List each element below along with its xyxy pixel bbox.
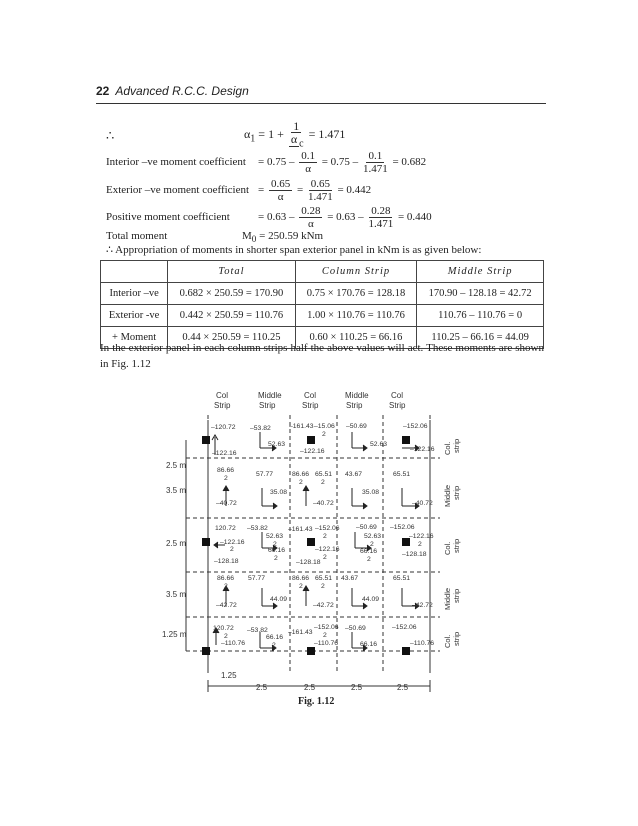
book-title: Advanced R.C.C. Design: [115, 84, 249, 98]
strip-label: Col.: [443, 541, 452, 555]
value-label: 86.66: [292, 575, 310, 582]
value-label: –110.76: [314, 640, 339, 647]
strip-label: strip: [452, 631, 461, 646]
value-label: –152.06: [403, 423, 428, 430]
value-label: 2: [224, 583, 228, 590]
interior-coefficient-equation: = 0.75 – $\frac{0.1}{\alpha}$ = 0.75 – $\frac{0.1}{1.471}$ = 0.682: [258, 150, 427, 175]
value-label: 2: [370, 541, 374, 548]
value-label: 2: [321, 479, 325, 486]
right-strip-labels: [443, 439, 461, 648]
value-label: –152.06: [314, 624, 339, 631]
value-label: –42.72: [412, 602, 433, 609]
value-label: –122.16: [220, 539, 245, 546]
table-cell: 0.60 × 110.25 = 66.16: [295, 327, 417, 349]
appropriation-text: ∴ Appropriation of moments in shorter span exterior panel in kNm is as given below:: [106, 244, 482, 256]
value-label: –110.76: [410, 640, 435, 647]
table-cell: 0.75 × 170.76 = 128.18: [295, 283, 417, 305]
value-label: 2: [299, 583, 303, 590]
value-label: 66.16: [360, 641, 378, 648]
value-label: 66.16: [266, 634, 284, 641]
value-label: –42.72: [313, 602, 334, 609]
value-label: –42.72: [216, 602, 237, 609]
column-square: [307, 436, 315, 444]
value-label: –53.82: [247, 525, 268, 532]
exterior-coefficient-label: Exterior –ve moment coefficient: [106, 184, 250, 196]
dimension-label: 2.5: [304, 683, 316, 692]
value-label: 52.63: [370, 441, 388, 448]
value-label: 2: [224, 633, 228, 640]
value-label: –128.18: [402, 551, 427, 558]
table-cell: 0.682 × 250.59 = 170.90: [168, 283, 295, 305]
column-square: [202, 538, 210, 546]
value-label: 65.51: [393, 575, 411, 582]
value-label: 2: [224, 475, 228, 482]
strip-label: strip: [452, 485, 461, 500]
value-label: 2: [323, 533, 327, 540]
table-cell: 1.00 × 110.76 = 110.76: [295, 305, 417, 327]
dimension-label: 2.5: [397, 683, 409, 692]
value-label: 35.08: [270, 489, 288, 496]
value-label: 57.77: [256, 471, 274, 478]
value-label: –122.16: [212, 450, 237, 457]
strip-label: Middle: [443, 587, 452, 610]
column-square: [307, 647, 315, 655]
table-cell: 110.25 – 66.16 = 44.09: [417, 327, 544, 349]
value-label: 2: [323, 632, 327, 639]
value-label: –110.76: [221, 640, 246, 647]
value-label: –122.16: [300, 448, 325, 455]
value-label: 44.09: [270, 596, 288, 603]
value-label: –161.43: [288, 629, 313, 636]
col-header: Col: [391, 391, 404, 400]
value-label: –53.82: [250, 425, 271, 432]
value-label: 35.08: [362, 489, 380, 496]
table-header: Column Strip: [295, 261, 417, 283]
value-label: 52.63: [364, 533, 382, 540]
value-label: 66.16: [268, 547, 286, 554]
value-label: 86.66: [292, 471, 310, 478]
col-header: Strip: [214, 401, 231, 410]
table-cell: 170.90 – 128.18 = 42.72: [417, 283, 544, 305]
value-label: –40.72: [412, 500, 433, 507]
value-label: 2: [273, 541, 277, 548]
value-label: –120.72: [211, 424, 236, 431]
value-label: 43.67: [341, 575, 359, 582]
row-label: 2.5 m: [166, 539, 187, 548]
strip-label: Col.: [443, 634, 452, 648]
total-moment-value: $M_0 = 250.59$ kNm: [242, 230, 324, 245]
value-label: –122.16: [409, 533, 434, 540]
strip-label: Col.: [443, 441, 452, 455]
col-header: Middle: [345, 391, 369, 400]
value-label: –50.69: [345, 625, 366, 632]
value-label: 86.66: [217, 467, 235, 474]
value-label: 120.72: [215, 525, 236, 532]
value-label: 57.77: [248, 575, 266, 582]
value-label: 44.09: [362, 596, 380, 603]
strip-label: strip: [452, 438, 461, 453]
value-label: –40.72: [313, 500, 334, 507]
value-label: –50.69: [356, 524, 377, 531]
table-cell: 110.76 – 110.76 = 0: [417, 305, 544, 327]
moment-values: [211, 423, 435, 649]
col-header: Strip: [302, 401, 319, 410]
strip-label: strip: [452, 588, 461, 603]
col-header: Strip: [389, 401, 406, 410]
value-label: 2: [323, 554, 327, 561]
value-label: –128.18: [214, 558, 239, 565]
strip-label: Middle: [443, 484, 452, 507]
value-label: 65.51: [315, 471, 333, 478]
dimension-label: 1.25: [221, 671, 237, 680]
value-label: 43.67: [345, 471, 363, 478]
row-label: 1.25 m: [162, 630, 187, 639]
value-label: –15.06: [314, 423, 335, 430]
value-label: –152.06: [315, 525, 340, 532]
value-label: –40.72: [216, 500, 237, 507]
row-label: 3.5 m: [166, 590, 187, 599]
value-label: –53.82: [247, 627, 268, 634]
value-label: 2: [322, 431, 326, 438]
value-label: 2: [272, 642, 276, 649]
value-label: 2: [321, 583, 325, 590]
value-label: 2: [299, 479, 303, 486]
value-label: –50.69: [346, 423, 367, 430]
column-square: [202, 436, 210, 444]
table-cell: 0.44 × 250.59 = 110.25: [168, 327, 295, 349]
value-label: 65.51: [315, 575, 333, 582]
value-label: –152.06: [390, 524, 415, 531]
body-paragraph: In the exterior panel in each column strips half the above values will act. These moments are shown in Fig. 1.12: [100, 342, 544, 370]
value-label: 2: [367, 556, 371, 563]
value-label: 65.51: [393, 471, 411, 478]
bottom-dimensions: [221, 671, 409, 692]
table-cell: 0.442 × 250.59 = 110.76: [168, 305, 295, 327]
value-label: –161.43: [288, 526, 313, 533]
strip-label: strip: [452, 538, 461, 553]
positive-coefficient-equation: = 0.63 – $\frac{0.28}{\alpha}$ = 0.63 – $\frac{0.28}{1.471}$ = 0.440: [258, 205, 432, 230]
table-cell: Interior –ve: [101, 283, 168, 305]
column-square: [402, 436, 410, 444]
table-cell: Exterior -ve: [101, 305, 168, 327]
row-label: 2.5 m: [166, 461, 187, 470]
value-label: 66.16: [360, 548, 378, 555]
value-label: –128.18: [296, 559, 321, 566]
value-label: –161.43: [289, 423, 314, 430]
dimension-label: 2.5: [256, 683, 268, 692]
table-cell: + Moment: [101, 327, 168, 349]
figure-caption: Fig. 1.12: [298, 696, 335, 707]
row-label: 3.5 m: [166, 486, 187, 495]
value-label: –122.16: [410, 446, 435, 453]
col-header: Middle: [258, 391, 282, 400]
col-header: Strip: [259, 401, 276, 410]
table-header: Middle Strip: [417, 261, 544, 283]
positive-coefficient-label: Positive moment coefficient: [106, 211, 230, 223]
column-square: [307, 538, 315, 546]
col-header: Col: [304, 391, 317, 400]
value-label: 52.63: [268, 441, 286, 448]
value-label: –122.16: [315, 546, 340, 553]
column-square: [402, 647, 410, 655]
row-labels: [162, 461, 187, 639]
value-label: 2: [274, 555, 278, 562]
page-number: 22: [96, 84, 110, 98]
exterior-coefficient-equation: = $\frac{0.65}{\alpha}$ = $\frac{0.65}{1.471}$ = 0.442: [258, 178, 372, 203]
column-square: [202, 647, 210, 655]
value-label: 86.66: [217, 575, 235, 582]
value-label: –152.06: [392, 624, 417, 631]
col-header: Col: [216, 391, 229, 400]
table-header: Total: [168, 261, 295, 283]
interior-coefficient-label: Interior –ve moment coefficient: [106, 156, 246, 168]
total-moment-label: Total moment: [106, 230, 168, 242]
dimension-label: 2.5: [351, 683, 363, 692]
value-label: 120.72: [213, 625, 234, 632]
col-header: Strip: [346, 401, 363, 410]
value-label: 2: [230, 546, 234, 553]
value-label: 2: [418, 541, 422, 548]
value-label: 52.63: [266, 533, 284, 540]
therefore-symbol: ∴: [106, 128, 115, 143]
alpha1-equation: $\alpha_1 = 1$ + $\frac{1}{\alpha _c}$ = 1.471: [244, 119, 346, 150]
column-headers: [214, 391, 406, 410]
